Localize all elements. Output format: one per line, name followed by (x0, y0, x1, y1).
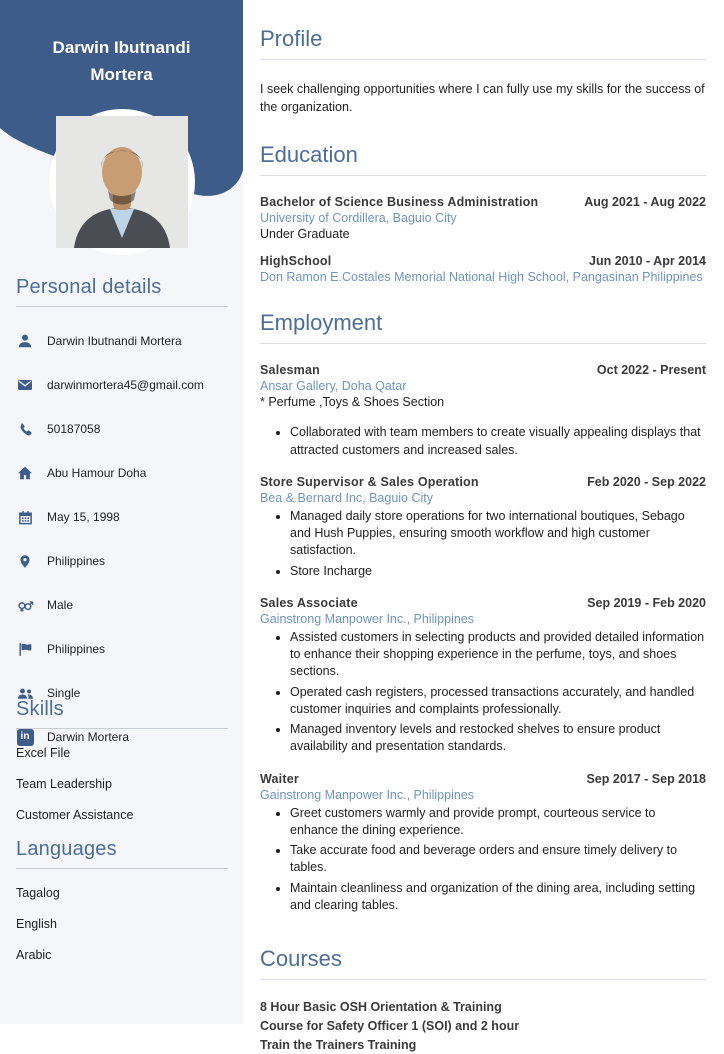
skills-title: Skills (16, 698, 228, 721)
job-bullet: • Managed inventory levels and restocked shelves to ensure product availability and presentation standards. (290, 721, 706, 756)
detail-value: Darwin Mortera (47, 730, 129, 744)
divider (260, 59, 706, 60)
user-icon (16, 332, 34, 350)
job-bullet: • Managed daily store operations for two international boutiques, Sebago and Hush Puppies, ensuring smooth workflow and high customer satisfaction. (290, 508, 706, 560)
home-icon (16, 464, 34, 482)
job-bullet: • Maintain cleanliness and organization of the dining area, including setting and clearing tables. (290, 880, 706, 915)
detail-row-name (16, 331, 228, 351)
divider (16, 306, 228, 307)
job-bullet: • Store Incharge (290, 563, 706, 580)
employment-title: Employment (260, 310, 706, 336)
detail-row-birthplace (16, 551, 228, 571)
divider (16, 728, 228, 729)
school-name: Don Ramon E.Costales Memorial National High School, Pangasinan Philippines (260, 270, 706, 284)
job-bullets (260, 424, 706, 459)
detail-value: May 15, 1998 (47, 510, 120, 524)
job-bullets (260, 629, 706, 756)
company-name: Bea & Bernard Inc, Baguio City (260, 491, 706, 505)
skill-item: Excel File (16, 746, 228, 760)
divider (260, 343, 706, 344)
education-entry (260, 254, 706, 284)
job-bullet: • Greet customers warmly and provide prompt, courteous service to enhance the dining experience. (290, 805, 706, 840)
detail-value: Single (47, 686, 80, 700)
personal-details-section (16, 276, 228, 747)
language-item: English (16, 917, 228, 931)
job-note: * Perfume ,Toys & Shoes Section (260, 395, 706, 409)
company-name: Gainstrong Manpower Inc., Philippines (260, 788, 706, 802)
job-title: Salesman (260, 363, 320, 377)
job-bullet: • Assisted customers in selecting products and provided detailed information to enhance their shopping experience in the perfume, toys, and shoes sections. (290, 629, 706, 681)
job-dates: Sep 2017 - Sep 2018 (586, 772, 706, 786)
job-dates: Sep 2019 - Feb 2020 (587, 596, 706, 610)
languages-section (16, 838, 228, 962)
detail-row-address (16, 463, 228, 483)
company-name: Ansar Gallery, Doha Qatar (260, 379, 706, 393)
detail-row-email (16, 375, 228, 395)
candidate-name: Darwin Ibutnandi Mortera (0, 34, 243, 88)
mail-icon (16, 376, 34, 394)
language-item: Arabic (16, 948, 228, 962)
school-name: University of Cordillera, Baguio City (260, 211, 706, 225)
language-item: Tagalog (16, 886, 228, 900)
profile-text: I seek challenging opportunities where I can fully use my skills for the success of the organization. (260, 80, 706, 116)
employment-entry (260, 363, 706, 459)
detail-value: Darwin Ibutnandi Mortera (47, 334, 182, 348)
company-name: Gainstrong Manpower Inc., Philippines (260, 612, 706, 626)
courses-title: Courses (260, 946, 706, 972)
employment-entry (260, 596, 706, 756)
employment-section (260, 310, 706, 914)
profile-title: Profile (260, 26, 706, 52)
divider (16, 868, 228, 869)
job-bullet: • Collaborated with team members to create visually appealing displays that attracted customers and increased sales. (290, 424, 706, 459)
portrait-placeholder (56, 116, 188, 248)
courses-list (260, 998, 706, 1054)
linkedin-badge: in (17, 729, 34, 746)
phone-icon (16, 420, 34, 438)
course-line: 8 Hour Basic OSH Orientation & Training (260, 998, 706, 1017)
languages-title: Languages (16, 838, 228, 861)
sidebar (0, 0, 243, 1024)
degree-title: HighSchool (260, 254, 331, 268)
job-bullets (260, 805, 706, 915)
course-line: Course for Safety Officer 1 (SOI) and 2 hour (260, 1017, 706, 1036)
profile-section (260, 26, 706, 116)
job-bullet: • Operated cash registers, processed transactions accurately, and handled customer inquiries and complaints professionally. (290, 684, 706, 719)
location-pin-icon (16, 552, 34, 570)
education-dates: Aug 2021 - Aug 2022 (584, 195, 706, 209)
education-note: Under Graduate (260, 227, 706, 241)
detail-row-birthdate (16, 507, 228, 527)
employment-entry (260, 772, 706, 915)
employment-entry (260, 475, 706, 580)
detail-value: 50187058 (47, 422, 100, 436)
detail-value: darwinmortera45@gmail.com (47, 378, 204, 392)
education-title: Education (260, 142, 706, 168)
job-bullet: • Take accurate food and beverage orders and ensure timely delivery to tables. (290, 842, 706, 877)
detail-value: Abu Hamour Doha (47, 466, 146, 480)
job-dates: Oct 2022 - Present (597, 363, 706, 377)
detail-value: Philippines (47, 554, 105, 568)
job-title: Store Supervisor & Sales Operation (260, 475, 479, 489)
degree-title: Bachelor of Science Business Administration (260, 195, 538, 209)
skills-section (16, 698, 228, 822)
gender-icon (16, 596, 34, 614)
flag-icon (16, 640, 34, 658)
main-content (243, 0, 724, 1024)
education-dates: Jun 2010 - Apr 2014 (589, 254, 706, 268)
detail-row-phone (16, 419, 228, 439)
calendar-icon (16, 508, 34, 526)
job-bullets (260, 508, 706, 580)
profile-photo-frame (49, 109, 195, 255)
detail-value: Male (47, 598, 73, 612)
skill-item: Team Leadership (16, 777, 228, 791)
divider (260, 175, 706, 176)
education-entry (260, 195, 706, 241)
divider (260, 979, 706, 980)
detail-row-gender (16, 595, 228, 615)
detail-value: Philippines (47, 642, 105, 656)
job-title: Sales Associate (260, 596, 358, 610)
education-section (260, 142, 706, 284)
detail-row-nationality (16, 639, 228, 659)
job-title: Waiter (260, 772, 299, 786)
personal-details-title: Personal details (16, 276, 228, 299)
course-line: Train the Trainers Training (260, 1036, 706, 1054)
skill-item: Customer Assistance (16, 808, 228, 822)
profile-photo (56, 116, 188, 248)
courses-section (260, 946, 706, 1054)
job-dates: Feb 2020 - Sep 2022 (587, 475, 706, 489)
